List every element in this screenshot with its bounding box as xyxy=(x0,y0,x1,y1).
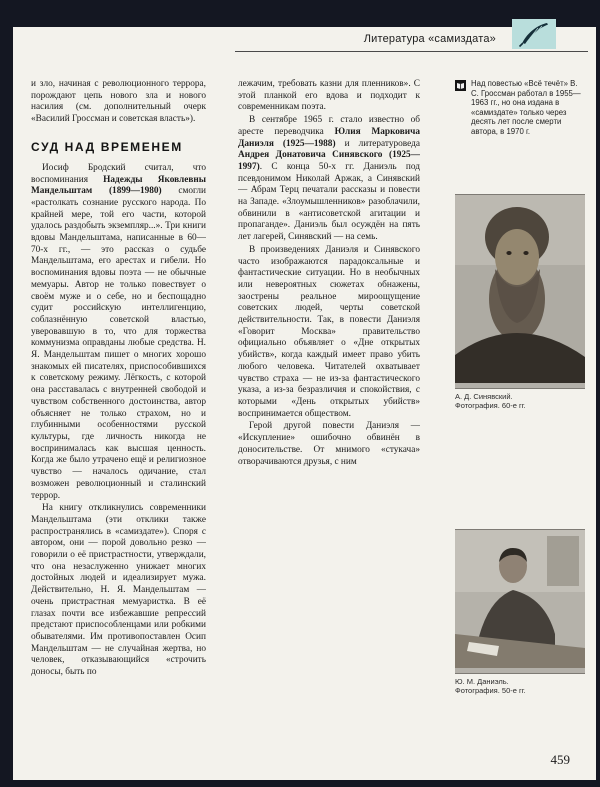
running-head: Литература «самиздата» xyxy=(363,33,496,45)
caption-line: Ю. М. Даниэль. xyxy=(455,677,509,687)
sidebar-column xyxy=(455,79,585,779)
book-icon xyxy=(455,80,466,94)
paragraph: лежачим, требовать казни для пленников». С этой планкой его вдова и подходит к современникам поэта. xyxy=(238,79,420,113)
margin-note xyxy=(455,79,585,137)
text-run: Иосиф Бродский считал, что воспоминания xyxy=(31,162,206,185)
sinyavsky-photo xyxy=(455,195,585,388)
photo-figure xyxy=(455,195,585,411)
text-run-bold: Юлия Марковича Даниэля (1925—1988) xyxy=(238,126,420,149)
book-page xyxy=(13,27,596,780)
text-columns xyxy=(31,79,585,779)
paragraph xyxy=(31,163,206,502)
daniel-photo xyxy=(455,530,585,673)
photo-caption xyxy=(455,677,585,696)
paragraph xyxy=(238,115,420,244)
text-run: смогли «растолкать сознание русского народа. По крайней мере, той его части, которой удалось раздобыть экземпляр...». Три книги вдовы Мандельштама, написанные в 60—70-х гг., — это рассказ о судьбе Мандельштама, его арестах и гибели. Но воспоминания вдовы поэта — не обычные мемуары. Автор не только повествует о своём муже и о себе, но и беспощадно судит российскую интеллигенцию, соблазнённую советской властью, уверовавшую в то, что для торжества коммунизма оправданы любые средства. Н. Я. Мандельштам пишет о многих хорошо знакомых ей писателях, приспособившихся к советскому режиму. Лёгкость, с которой она расставалась с внутренней свободой и чувством собственного достоинства, автор объясняет не только страхом, но и глубинными особенностями русской культуры, где личность никогда не воспринималась как высшая ценность. Когда же было утрачено ещё и религиозное чувство — началось одичание, стал возможен революционный и сталинский террор. xyxy=(31,186,206,501)
paragraph: и зло, начиная с революционного террора, порождают цепь нового зла и нового насилия (см. дополнительный очерк «Василий Гроссман и советская власть»). xyxy=(31,79,206,125)
paragraph: На книгу откликнулись современники Мандельштама (эти отклики также распространялись в «самиздате»). Споря с автором, они — порой довольно резко — говорили о её пристрастности, утверждали, что она незаслуженно унижает многих достойных людей и идеализирует мужа. Действительно, Н. Я. Мандельштам — очень пристрастная мемуаристка. В её глазах почти все избежавшие репрессий предстают приспособленцами или робкими обывателями. Им противопоставлен Осип Мандельштам — не случайная жертва, но человек, отказывающийся «строчить доносы, быть по xyxy=(31,503,206,678)
middle-column xyxy=(238,79,420,779)
photo-figure xyxy=(455,530,585,696)
quill-icon xyxy=(512,19,556,49)
text-run: . С конца 50-х гг. Даниэль под псевдонимом Николай Аржак, а Синявский — Абрам Терц печатали рассказы и повести на Западе. «Злоумышленников» разоблачили, обвинили в «антисоветской агитации и пропаганде». Даниэль был осуждён на пять лет лагерей, Синявский — на семь. xyxy=(238,161,420,243)
text-run: и литературоведа xyxy=(335,138,420,149)
page-number: 459 xyxy=(550,752,570,767)
paragraph: Герой другой повести Даниэля — «Искупление» ошибочно обвинён в доносительстве. От мнимого «стукача» отворачиваются друзья, с ним xyxy=(238,421,420,467)
left-column xyxy=(31,79,206,779)
section-heading: СУД НАД ВРЕМЕНЕМ xyxy=(31,139,183,154)
margin-note-text: Над повестью «Всё течёт» В. С. Гроссман работал в 1955—1963 гг., но она издана в «самиздате» только через десять лет после смерти автора, в 1970 г. xyxy=(471,79,581,136)
header-rule xyxy=(235,51,588,52)
text-run-bold: Надежды Яковлевны Мандельштам (1899—1980) xyxy=(31,174,206,197)
caption-line: А. Д. Синявский. xyxy=(455,391,513,401)
photo-caption xyxy=(455,392,585,411)
paragraph: В произведениях Даниэля и Синявского часто изображаются парадоксальные и фантастические ситуации. Но в необычных или невероятных сюжетах обнажены, заострены реальное мироощущение советских людей, черты советской действительности. Так, в повести Даниэля «Говорит Москва» правительство официально объявляет о «Дне открытых убийств», когда каждый имеет право убить любого человека. Читателей охватывает чувство страха — не из-за фантастического указа, а из-за безразличия и спокойствия, с которыми «День открытых убийств» воспринимается обществом. xyxy=(238,244,420,419)
caption-line: Фотография. 50-е гг. xyxy=(455,686,526,696)
text-run: В сентябре 1965 г. стало известно об аресте переводчика xyxy=(238,115,420,137)
text-run-bold: Андрея Донатовича Синявского (1925—1997) xyxy=(238,150,420,172)
caption-line: Фотография. 60-е гг. xyxy=(455,400,526,410)
